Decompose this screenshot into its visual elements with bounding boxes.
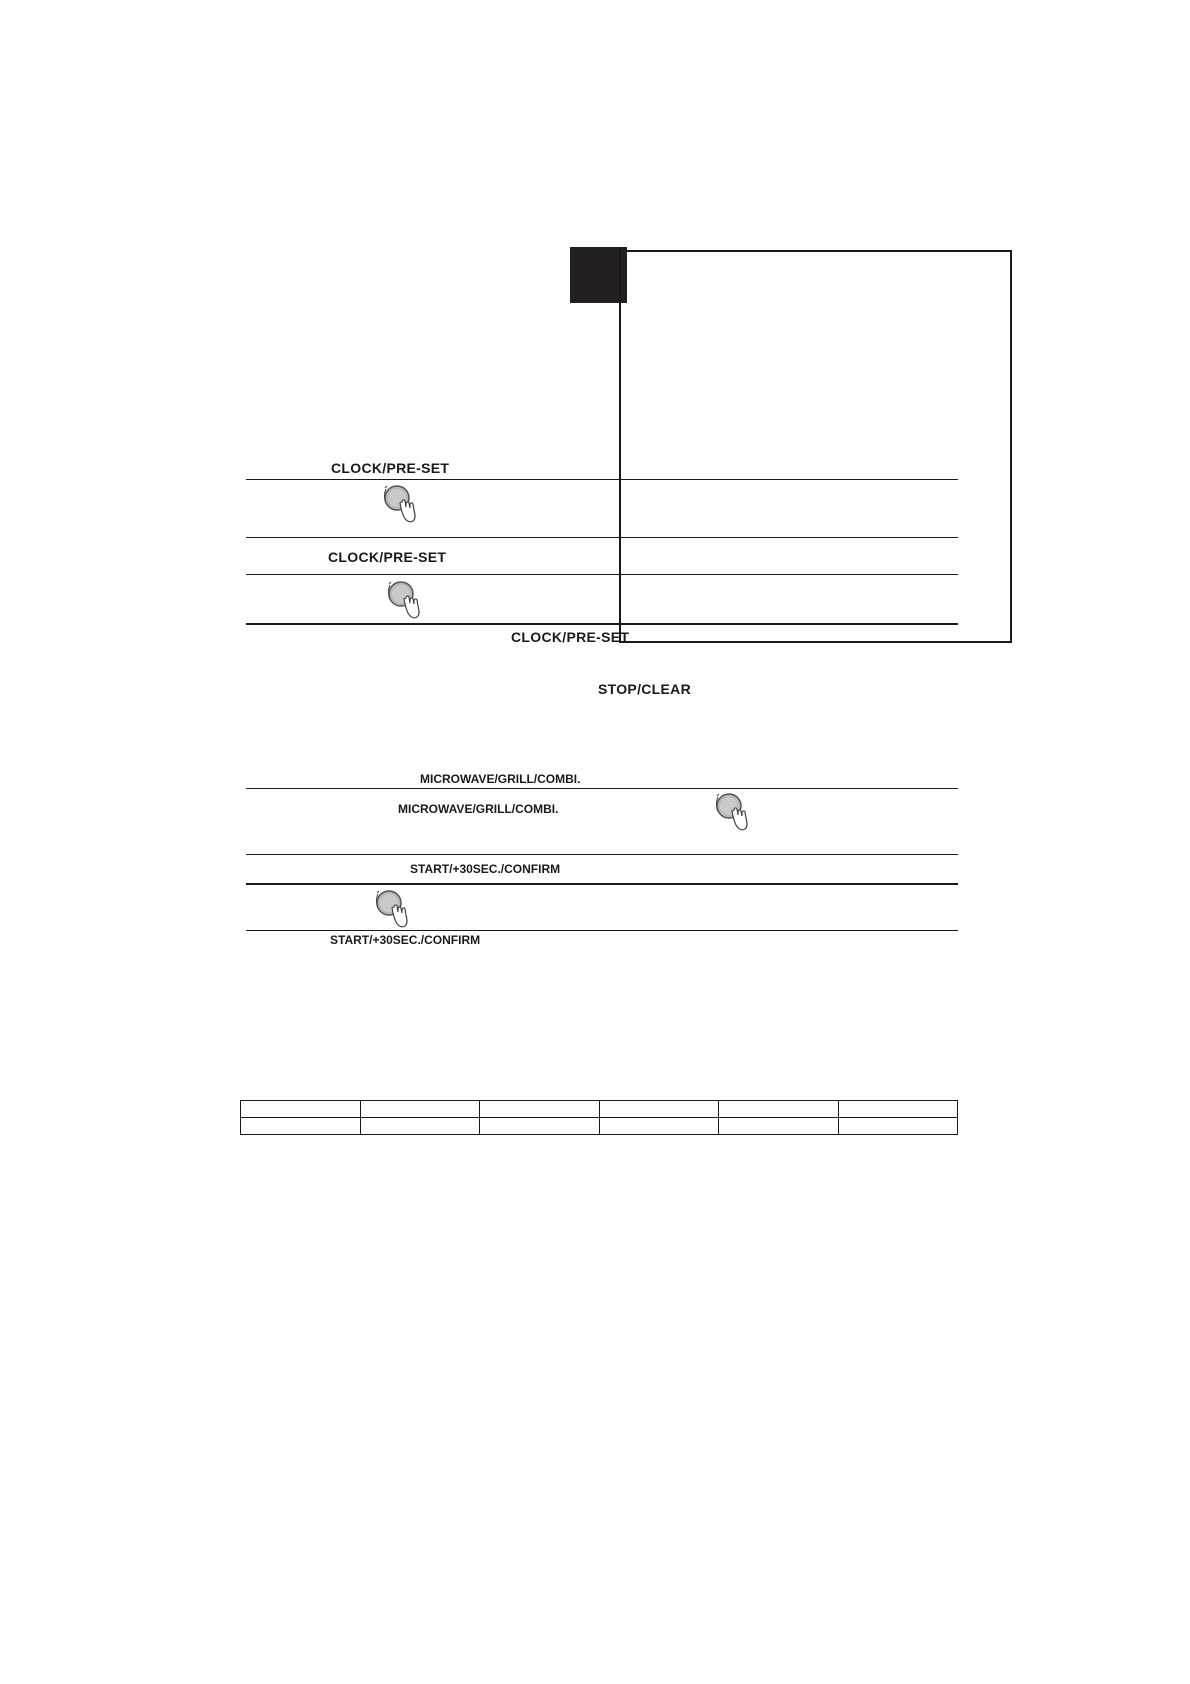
mw-grill-combi-label-2: MICROWAVE/GRILL/COMBI. (398, 802, 559, 816)
clock-preset-label-3: CLOCK/PRE-SET (511, 629, 630, 645)
table-row (241, 1118, 958, 1135)
divider (246, 788, 958, 789)
start-confirm-label-2: START/+30SEC./CONFIRM (330, 933, 481, 947)
divider (246, 930, 958, 931)
dial-knob-icon (372, 886, 412, 930)
dial-knob-icon (712, 789, 752, 833)
start-confirm-label-1: START/+30SEC./CONFIRM (410, 862, 561, 876)
table-row (241, 1101, 958, 1118)
table-cell (360, 1101, 480, 1118)
table-cell (838, 1118, 958, 1135)
clock-preset-label-2: CLOCK/PRE-SET (328, 549, 447, 565)
table-cell (480, 1118, 600, 1135)
mw-grill-combi-label-1: MICROWAVE/GRILL/COMBI. (420, 772, 581, 786)
table-cell (599, 1118, 719, 1135)
divider (246, 574, 958, 575)
clock-preset-label-1: CLOCK/PRE-SET (331, 460, 450, 476)
table-cell (480, 1101, 600, 1118)
dial-knob-icon (384, 577, 424, 621)
table-cell (360, 1118, 480, 1135)
divider (246, 883, 958, 885)
table-cell (719, 1118, 839, 1135)
divider (246, 623, 958, 625)
section-frame (619, 250, 1012, 643)
table-cell (838, 1101, 958, 1118)
frame-left-line (619, 247, 621, 643)
empty-table (240, 1100, 958, 1135)
table-cell (599, 1101, 719, 1118)
stop-clear-label: STOP/CLEAR (598, 681, 691, 697)
divider (246, 854, 958, 855)
divider (246, 479, 958, 480)
divider (246, 537, 958, 538)
dial-knob-icon (380, 481, 420, 525)
table-cell (241, 1101, 361, 1118)
table-cell (719, 1101, 839, 1118)
table-cell (241, 1118, 361, 1135)
